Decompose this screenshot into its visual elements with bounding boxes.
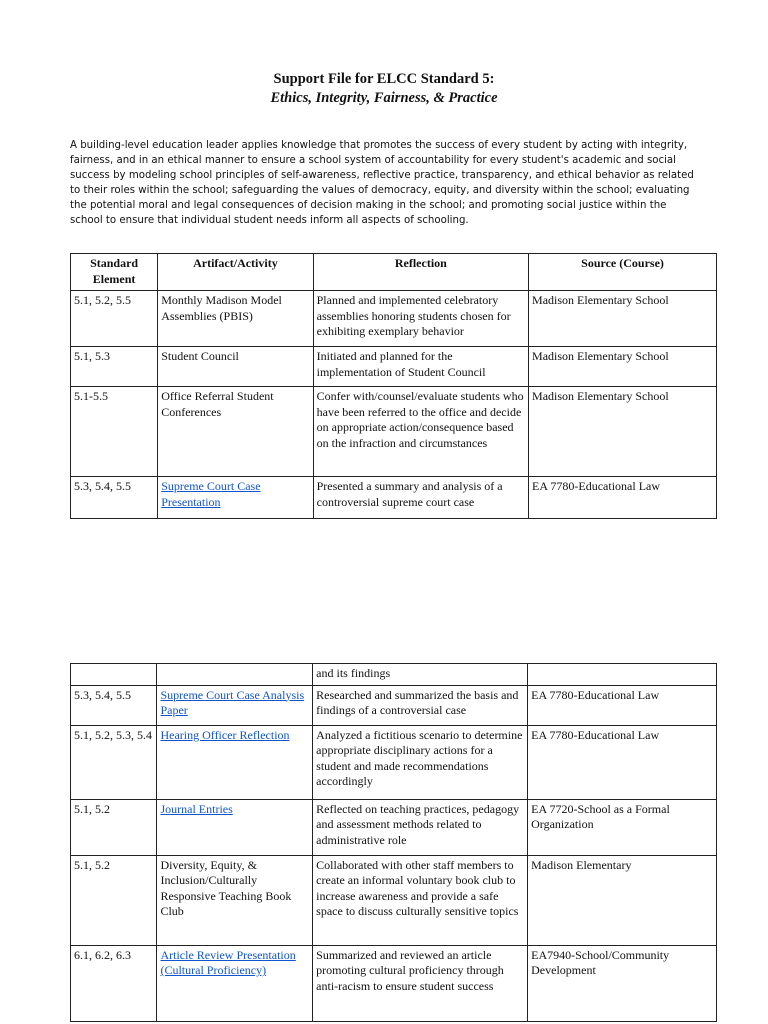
- artifact-cell: [158, 477, 313, 519]
- standard-element-cell: 5.1, 5.2, 5.5: [71, 291, 158, 347]
- source-cell: EA 7720-School as a Formal Organization: [528, 799, 717, 855]
- table-row-continuation: [71, 664, 717, 686]
- table-row: [71, 855, 717, 945]
- page-subtitle: Ethics, Integrity, Fairness, & Practice: [270, 90, 498, 106]
- reflection-cell: Planned and implemented celebratory assemblies honoring students chosen for exhibiting exemplary behavior: [313, 291, 528, 347]
- source-cell: EA7940-School/Community Development: [528, 945, 717, 1021]
- source-cell: Madison Elementary School: [529, 291, 717, 347]
- standard-element-cell: 5.1, 5.3: [71, 347, 158, 387]
- source-cell: EA 7780-Educational Law: [528, 725, 717, 799]
- table-row: [71, 685, 717, 725]
- standard-element-cell: 5.3, 5.4, 5.5: [71, 477, 158, 519]
- artifact-cell: [157, 945, 313, 1021]
- table-row: [71, 477, 717, 519]
- source-cell: EA 7780-Educational Law: [529, 477, 717, 519]
- standard-element-cell: 5.1-5.5: [71, 387, 158, 477]
- artifact-link[interactable]: Article Review Presentation (Cultural Proficiency): [160, 947, 296, 978]
- document-title-block: [0, 70, 768, 108]
- reflection-cell: Presented a summary and analysis of a controversial supreme court case: [313, 477, 528, 519]
- artifact-cell: Diversity, Equity, & Inclusion/Culturally Responsive Teaching Book Club: [157, 855, 313, 945]
- artifact-link[interactable]: Journal Entries: [160, 801, 233, 816]
- artifact-cell: [157, 799, 313, 855]
- reflection-cell: Analyzed a fictitious scenario to determine appropriate disciplinary actions for a student and made recommendations accordingly: [313, 725, 528, 799]
- reflection-cell: Initiated and planned for the implementation of Student Council: [313, 347, 528, 387]
- table-row: [71, 347, 717, 387]
- source-cell: Madison Elementary School: [529, 387, 717, 477]
- header-reflection: Reflection: [313, 254, 528, 291]
- header-source: Source (Course): [529, 254, 717, 291]
- standards-table-page1: [70, 253, 717, 519]
- header-artifact: Artifact/Activity: [158, 254, 313, 291]
- standard-element-cell: 5.1, 5.2: [71, 855, 157, 945]
- artifact-cell: [157, 725, 313, 799]
- table-header-row: [71, 254, 717, 291]
- table-row: [71, 291, 717, 347]
- reflection-cell: Researched and summarized the basis and findings of a controversial case: [313, 685, 528, 725]
- intro-paragraph: A building-level education leader applies knowledge that promotes the success of every student by acting with integrity, fairness, and in an ethical manner to ensure a school system of accountability for every student's academic and social success by modeling school principles of self-awareness, reflective practice, transparency, and ethical behavior as related to their roles within the school; safeguarding the values of democracy, equity, and diversity within the school; evaluating the potential moral and legal consequences of decision making in the school; and promoting social justice within the school to ensure that individual student needs inform all aspects of schooling.: [70, 140, 694, 227]
- table-row: [71, 945, 717, 1021]
- source-cell: EA 7780-Educational Law: [528, 685, 717, 725]
- reflection-cell: Summarized and reviewed an article promoting cultural proficiency through anti-racism to ensure student success: [313, 945, 528, 1021]
- table-row: [71, 387, 717, 477]
- artifact-cell: Student Council: [158, 347, 313, 387]
- artifact-link[interactable]: Supreme Court Case Analysis Paper: [160, 687, 305, 718]
- standards-table-page2: [70, 663, 717, 1022]
- artifact-link[interactable]: Supreme Court Case Presentation: [161, 479, 261, 509]
- artifact-cell: Monthly Madison Model Assemblies (PBIS): [158, 291, 313, 347]
- standard-element-cell: 5.3, 5.4, 5.5: [71, 685, 157, 725]
- source-cell: Madison Elementary School: [529, 347, 717, 387]
- standard-element-cell: 6.1, 6.2, 6.3: [71, 945, 157, 1021]
- page-title: Support File for ELCC Standard 5:: [273, 71, 495, 87]
- standard-element-cell: 5.1, 5.2: [71, 799, 157, 855]
- reflection-cell: Reflected on teaching practices, pedagogy and assessment methods related to administrative role: [313, 799, 528, 855]
- table-row: [71, 799, 717, 855]
- artifact-link[interactable]: Hearing Officer Reflection: [160, 727, 290, 742]
- reflection-cell: Collaborated with other staff members to create an informal voluntary book club to increase awareness and provide a safe space to discuss culturally sensitive topics: [313, 855, 528, 945]
- reflection-cell: Confer with/counsel/evaluate students who have been referred to the office and decide on appropriate action/consequence based on the infraction and circumstances: [313, 387, 528, 477]
- source-cell: Madison Elementary: [528, 855, 717, 945]
- table-row: [71, 725, 717, 799]
- continuation-cell: and its findings: [313, 664, 528, 686]
- artifact-cell: Office Referral Student Conferences: [158, 387, 313, 477]
- header-standard-element: Standard Element: [71, 254, 158, 291]
- standard-element-cell: 5.1, 5.2, 5.3, 5.4: [71, 725, 157, 799]
- artifact-cell: [157, 685, 313, 725]
